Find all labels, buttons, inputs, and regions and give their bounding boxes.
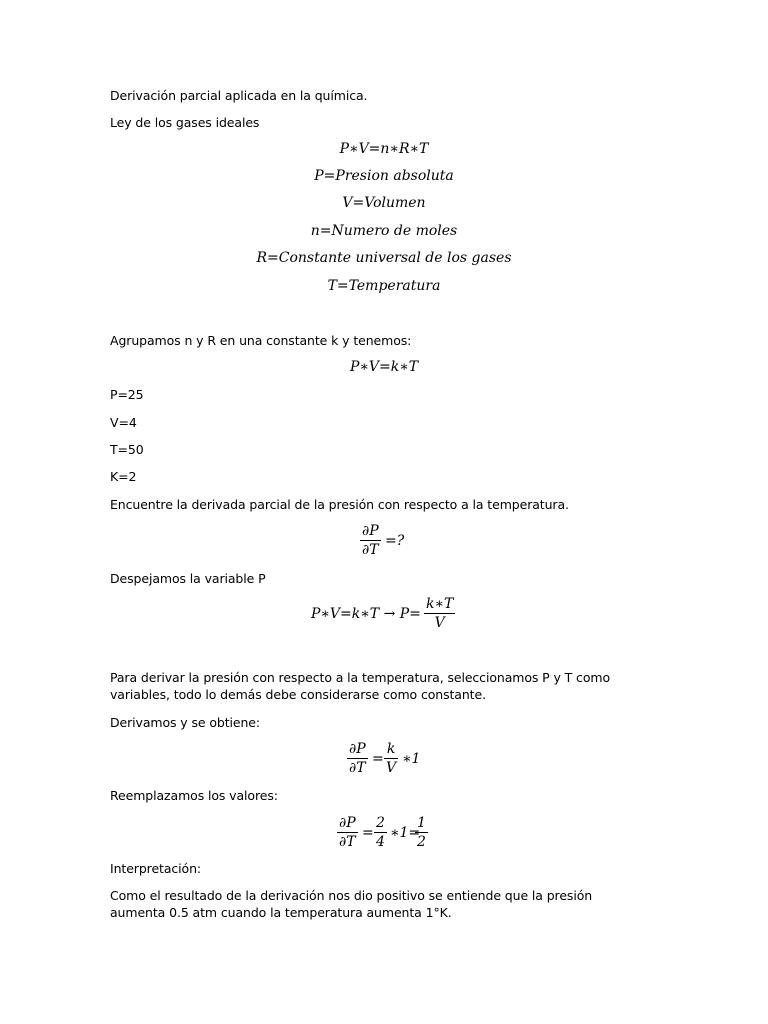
fraction-denominator: ∂T — [349, 760, 366, 776]
fraction-denominator: ∂T — [362, 542, 379, 558]
solve-lhs: P∗V=k∗T → P= — [311, 606, 421, 622]
value-t: T=50 — [110, 442, 144, 457]
result-derivative-fraction — [337, 815, 358, 850]
derivative-tail: ∗1 — [402, 751, 421, 767]
equation-gas-law: P∗V=n∗R∗T — [339, 141, 429, 157]
question-fraction — [360, 523, 381, 558]
fraction-numerator: 2 — [376, 815, 385, 831]
fraction-denominator: V — [434, 615, 445, 631]
fraction-denominator: ∂T — [339, 834, 356, 850]
derive-note: Para derivar la presión con respecto a la temperatura, seleccionamos P y T como variables, todo lo demás debe considerarse como constante. — [110, 670, 611, 702]
value-v: V=4 — [110, 415, 137, 430]
k-over-v-fraction — [384, 741, 398, 776]
value-k: K=2 — [110, 469, 137, 484]
fraction-numerator: ∂P — [362, 523, 379, 539]
result-equals: = — [362, 825, 374, 841]
fraction-numerator: ∂P — [339, 815, 356, 831]
find-text: Encuentre la derivada parcial de la presión con respecto a la temperatura. — [110, 497, 569, 512]
definition-n: n=Numero de moles — [310, 223, 458, 239]
replace-text: Reemplazamos los valores: — [110, 788, 278, 803]
derive-text: Derivamos y se obtiene: — [110, 715, 261, 730]
fraction-numerator: k∗T — [426, 596, 454, 612]
solve-fraction — [424, 596, 455, 631]
value-p: P=25 — [110, 387, 144, 402]
definition-v: V=Volumen — [342, 195, 426, 211]
question-rhs: =? — [385, 533, 405, 549]
fraction-denominator: V — [386, 760, 397, 776]
definition-t: T=Temperatura — [327, 278, 441, 294]
fraction-denominator: 4 — [376, 834, 385, 850]
fraction-numerator: ∂P — [349, 741, 366, 757]
one-over-two-fraction — [415, 815, 428, 850]
derivative-equals: = — [372, 751, 384, 767]
equation-k: P∗V=k∗T — [349, 359, 419, 375]
result-middle: ∗1= — [390, 825, 421, 841]
group-text: Agrupamos n y R en una constante k y tenemos: — [110, 333, 412, 348]
doc-title: Derivación parcial aplicada en la química. — [110, 88, 368, 103]
fraction-denominator: 2 — [417, 834, 426, 850]
law-heading: Ley de los gases ideales — [110, 115, 260, 130]
derivative-fraction — [347, 741, 368, 776]
solve-text: Despejamos la variable P — [110, 571, 266, 586]
fraction-numerator: 1 — [417, 815, 426, 831]
definition-p: P=Presion absoluta — [314, 168, 454, 184]
fraction-numerator: k — [386, 741, 396, 757]
interpretation-heading: Interpretación: — [110, 861, 202, 876]
two-over-four-fraction — [374, 815, 387, 850]
interpretation-text: Como el resultado de la derivación nos dio positivo se entiende que la presión aumenta 0.5 atm cuando la temperatura aumenta 1°K. — [110, 888, 593, 920]
definition-r: R=Constante universal de los gases — [256, 250, 512, 266]
